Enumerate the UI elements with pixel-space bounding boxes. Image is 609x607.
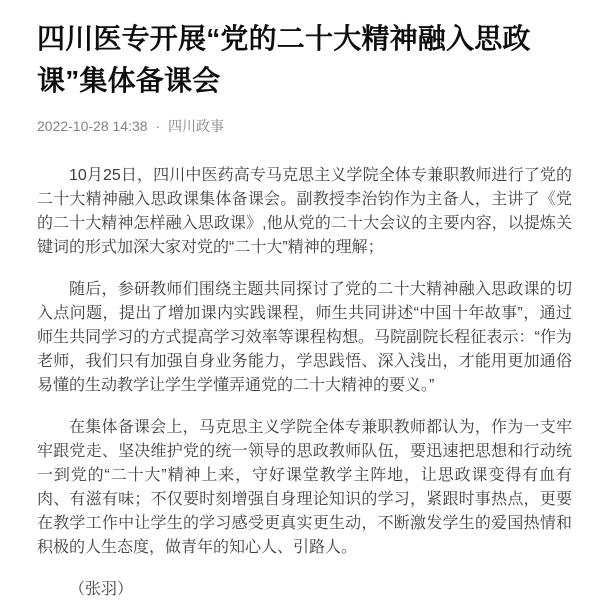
source-name: 四川政事 [168, 118, 224, 134]
article-title: 四川医专开展“党的二十大精神融入思政课”集体备课会 [37, 23, 531, 96]
article-signature: （张羽） [69, 581, 134, 598]
article-body [37, 164, 572, 602]
publish-datetime: 2022-10-28 14:38 [37, 118, 148, 134]
article-paragraph: 随后，参研教师们围绕主题共同探讨了党的二十大精神融入思政课的切入点问题，提出了增加课内实践课程，师生共同讲述“中国十年故事”，通过师生共同学习的方式提高学习效率等课程构想。马院副院长程征表示：“作为老师，我们只有加强自身业务能力，学思践悟、深入浅出，才能用更加通俗易懂的生动教学让学生学懂弄通党的二十大精神的要义。” [37, 281, 572, 394]
meta-separator: · [155, 118, 161, 134]
article-paragraph: 10月25日，四川中医药高专马克思主义学院全体专兼职教师进行了党的二十大精神融入思政课集体备课会。副教授李治钧作为主备人，主讲了《党的二十大精神怎样融入思政课》,他从党的二十大会议的主要内容，以提炼关键词的形式加深大家对党的“二十大”精神的理解； [37, 167, 572, 256]
article-paragraph: 在集体备课会上，马克思主义学院全体专兼职教师都认为，作为一支牢牢跟党走、坚决维护党的统一领导的思政教师队伍，要迅速把思想和行动统一到党的“二十大”精神上来，守好课堂教学主阵地，让思政课变得有血有肉、有滋有味；不仅要时刻增强自身理论知识的学习，紧跟时事热点，更要在教学工作中让学生的学习感受更真实更生动，不断激发学生的爱国热情和积极的人生态度，做青年的知心人、引路人。 [37, 419, 572, 556]
article-meta [37, 116, 572, 136]
